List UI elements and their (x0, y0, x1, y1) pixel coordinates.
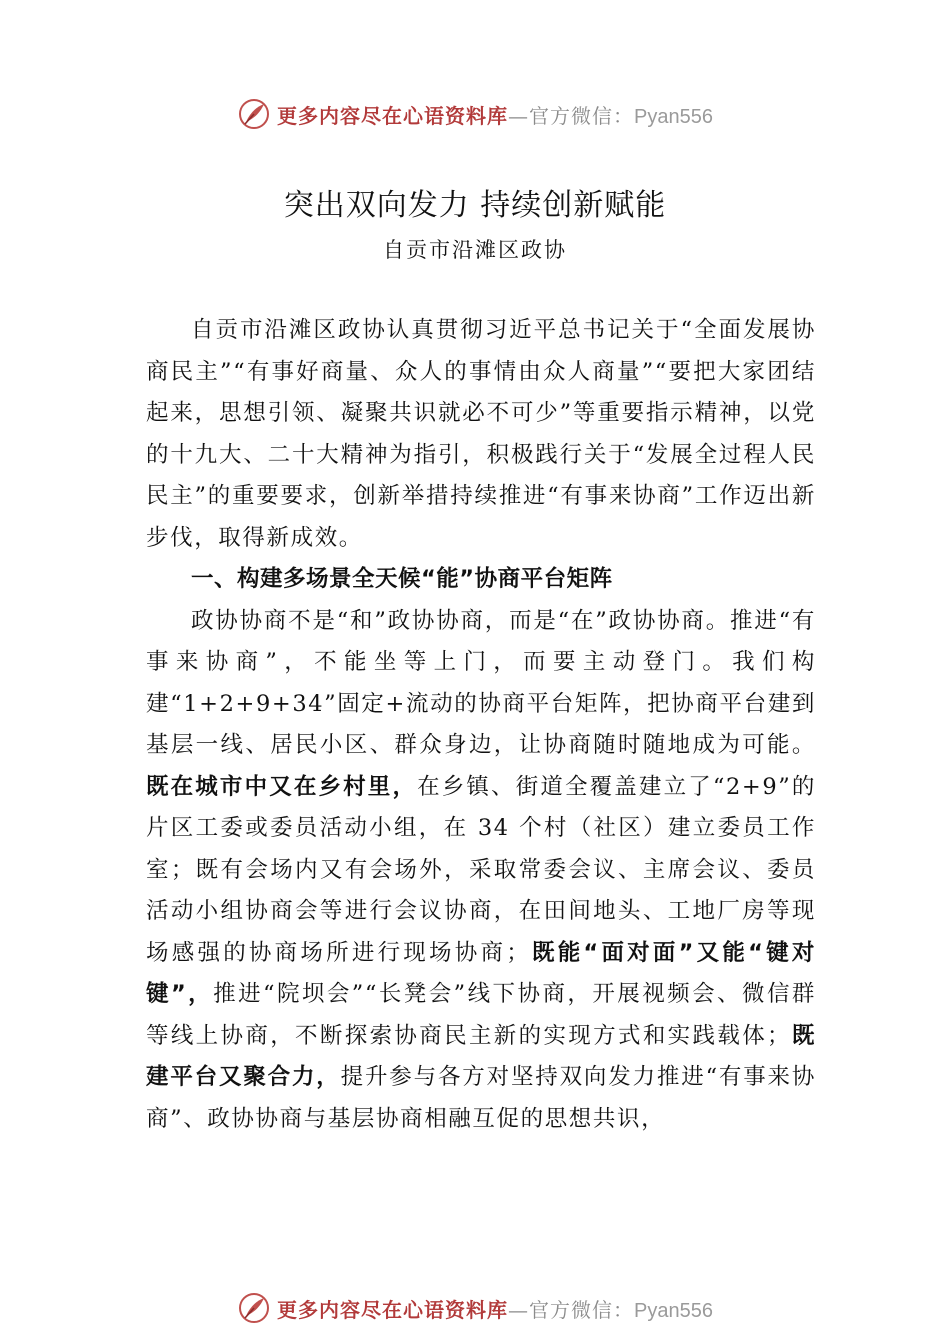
bold-phrase: 既能“面对面”又能“键对键”， (146, 939, 816, 1007)
banner-separator: — (508, 103, 530, 128)
section-heading: 一、构建多场景全天候“能”协商平台矩阵 (191, 566, 613, 592)
bold-phrase: 既建平台又聚合力， (146, 1022, 816, 1090)
paragraph-text: 在乡镇、街道全覆盖建立了“2+9”的片区工委或委员活动小组，在 34 个村（社区）建立委员工作室；既有会场内又有会场外，采取常委会议、主席会议、委员活动小组协商会等进行会议协商，在田间地头、工地厂房等现场感强的协商场所进行现场协商； (146, 773, 816, 966)
banner-separator: — (508, 1297, 530, 1322)
banner-label: 官方微信： (529, 103, 635, 128)
document-author: 自贡市沿滩区政协 (383, 238, 567, 262)
paragraph-text: 提升参与各方对坚持双向发力推进“有事来协商”、政协协商与基层协商相融互促的思想共识， (146, 1064, 816, 1132)
paragraph-text: 政协协商不是“和”政协协商，而是“在”政协协商。推进“有事来协商”，不能坐等上门，而要主动登门。我们构建“1+2+9+34”固定+流动的协商平台矩阵，把协商平台建到基层一线、居民小区、群众身边，让协商随时随地成为可能。 (146, 607, 816, 758)
banner-site-text: 更多内容尽在心语资料库 (277, 103, 509, 128)
watermark-banner-bottom (0, 1288, 950, 1328)
banner-wechat-id: Pyan556 (634, 1299, 713, 1322)
watermark-banner-top (0, 94, 950, 134)
feather-pen-logo-icon (237, 97, 271, 131)
banner-site-text: 更多内容尽在心语资料库 (277, 1297, 509, 1322)
intro-paragraph: 自贡市沿滩区政协认真贯彻习近平总书记关于“全面发展协商民主”“有事好商量、众人的事情由众人商量”“要把大家团结起来，思想引领、凝聚共识就必不可少”等重要指示精神，以党的十九大、二十大精神为指引，积极践行关于“发展全过程人民民主”的重要要求，创新举措持续推进“有事来协商”工作迈出新步伐，取得新成效。 (146, 317, 816, 551)
banner-text (277, 1294, 713, 1323)
bold-phrase: 既在城市中又在乡村里， (146, 773, 418, 800)
feather-pen-logo-icon (237, 1291, 271, 1325)
paragraph-text: 推进“院坝会”“长凳会”线下协商，开展视频会、微信群等线上协商，不断探索协商民主新的实现方式和实践载体； (146, 981, 816, 1049)
banner-text (277, 100, 713, 129)
section-paragraph (146, 601, 816, 1141)
banner-wechat-id: Pyan556 (634, 105, 713, 128)
banner-label: 官方微信： (529, 1297, 635, 1322)
document-body (146, 310, 816, 1140)
document-title: 突出双向发力 持续创新赋能 (283, 188, 667, 223)
